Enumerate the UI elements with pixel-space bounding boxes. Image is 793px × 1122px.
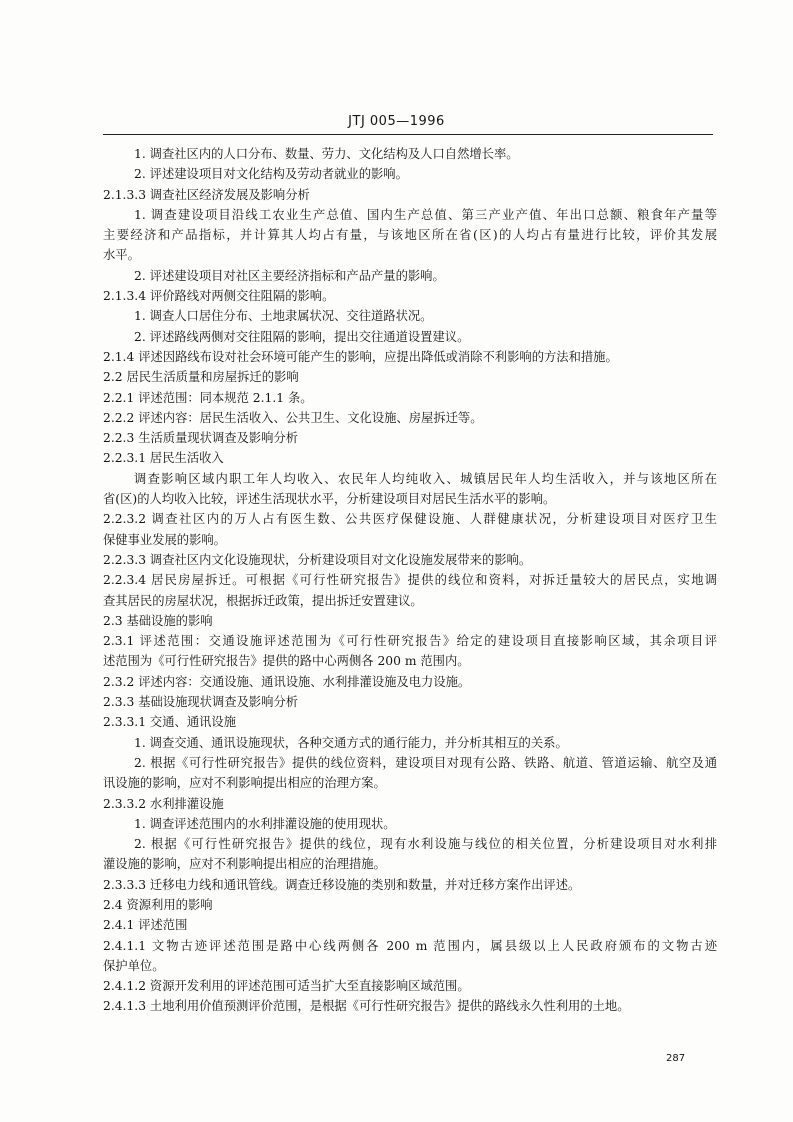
text-line: 主要经济和产品指标，并计算其人均占有量，与该地区所在省(区)的人均占有量进行比较，评价其发展 <box>103 228 717 243</box>
text-line: 2.3.1 评述范围：交通设施评述范围为《可行性研究报告》给定的建设项目直接影响区域，其余项目评 <box>103 634 717 649</box>
text-line: 2.2.3.4 居民房屋拆迁。可根据《可行性研究报告》提供的线位和资料，对拆迁量较大的居民点，实地调 <box>103 573 717 588</box>
text-line: 1. 调查人口居住分布、土地隶属状况、交往道路状况。 <box>134 309 433 324</box>
text-line: 2.3.3.2 水利排灌设施 <box>103 796 224 811</box>
text-line: 2.1.3.3 调查社区经济发展及影响分析 <box>103 187 310 202</box>
text-line: 2.4.1 评述范围 <box>103 918 188 933</box>
text-line: 2.4.1.2 资源开发利用的评述范围可适当扩大至直接影响区域范围。 <box>103 979 470 994</box>
text-line: 1. 调查社区内的人口分布、数量、劳力、文化结构及人口自然增长率。 <box>134 147 519 161</box>
text-line: 1. 调查建设项目沿线工农业生产总值、国内生产总值、第三产业产值、年出口总额、粮食年产量等 <box>134 207 717 222</box>
text-line: 2.1.3.4 评价路线对两侧交往阻隔的影响。 <box>103 289 335 304</box>
page-number: 287 <box>666 1053 686 1064</box>
text-line: 2. 根据《可行性研究报告》提供的线位，现有水利设施与线位的相关位置，分析建设项目对水利排 <box>134 837 717 852</box>
text-line: 2.2.3 生活质量现状调查及影响分析 <box>103 431 299 446</box>
text-line: 2.3 基础设施的影响 <box>103 613 213 628</box>
text-line: 2.3.3.1 交通、通讯设施 <box>103 715 237 730</box>
text-line: 保健事业发展的影响。 <box>103 532 226 547</box>
text-line: 2. 评述路线两侧对交往阻隔的影响，提出交往通道设置建议。 <box>134 329 470 344</box>
document-body <box>103 144 717 1017</box>
text-line: 灌设施的影响，应对不利影响提出相应的治理措施。 <box>103 857 386 872</box>
text-line: 调查影响区域内职工年人均收入、农民年人均纯收入、城镇居民年人均生活收入，并与该地区所在 <box>134 471 717 486</box>
text-line: 1. 调查交通、通讯设施现状，各种交通方式的通行能力，并分析其相互的关系。 <box>134 735 568 750</box>
text-line: 查其居民的房屋状况，根据拆迁政策，提出拆迁安置建议。 <box>103 593 423 608</box>
text-line: 2. 评述建设项目对文化结构及劳动者就业的影响。 <box>134 167 408 182</box>
text-line: 2.3.2 评述内容：交通设施、通讯设施、水利排灌设施及电力设施。 <box>103 674 471 689</box>
text-line: 2.4 资源利用的影响 <box>103 897 213 912</box>
text-line: 省(区)的人均收入比较，评述生活现状水平，分析建设项目对居民生活水平的影响。 <box>103 492 556 507</box>
text-line: 水平。 <box>103 248 140 263</box>
text-line: 2.3.3.3 迁移电力线和通讯管线。调查迁移设施的类别和数量，并对迁移方案作出评述。 <box>103 877 581 892</box>
text-line: 2.2 居民生活质量和房屋拆迁的影响 <box>103 370 299 385</box>
text-line: 2.2.3.3 调查社区内文化设施现状，分析建设项目对文化设施发展带来的影响。 <box>103 552 532 567</box>
text-line: 2.2.1 评述范围：同本规范 2.1.1 条。 <box>103 390 313 405</box>
text-line: 2.4.1.3 土地利用价值预测评价范围，是根据《可行性研究报告》提供的路线永久性利用的土地。 <box>103 999 630 1014</box>
text-line: 2. 根据《可行性研究报告》提供的线位资料，建设项目对现有公路、铁路、航道、管道运输、航空及通 <box>134 755 717 770</box>
text-line: 2. 评述建设项目对社区主要经济指标和产品产量的影响。 <box>134 268 445 283</box>
running-header: JTJ 005—1996 <box>348 114 445 129</box>
header-rule <box>103 134 713 135</box>
text-line: 2.2.2 评述内容：居民生活收入、公共卫生、文化设施、房屋拆迁等。 <box>103 410 483 425</box>
text-line: 保护单位。 <box>103 958 165 973</box>
text-line: 述范围为《可行性研究报告》提供的路中心两侧各 200 m 范围内。 <box>103 654 470 669</box>
text-line: 2.4.1.1 文物古迹评述范围是路中心线两侧各 200 m 范围内，属县级以上人民政府颁布的文物古迹 <box>103 938 717 953</box>
text-line: 2.1.4 评述因路线布设对社会环境可能产生的影响，应提出降低或消除不利影响的方法和措施。 <box>103 349 618 364</box>
text-line: 2.2.3.1 居民生活收入 <box>103 451 224 466</box>
text-line: 2.3.3 基础设施现状调查及影响分析 <box>103 695 299 710</box>
text-line: 1. 调查评述范围内的水利排灌设施的使用现状。 <box>134 816 396 831</box>
text-line: 2.2.3.2 调查社区内的万人占有医生数、公共医疗保健设施、人群健康状况，分析建设项目对医疗卫生 <box>103 512 717 527</box>
text-line: 讯设施的影响，应对不利影响提出相应的治理方案。 <box>103 776 386 791</box>
